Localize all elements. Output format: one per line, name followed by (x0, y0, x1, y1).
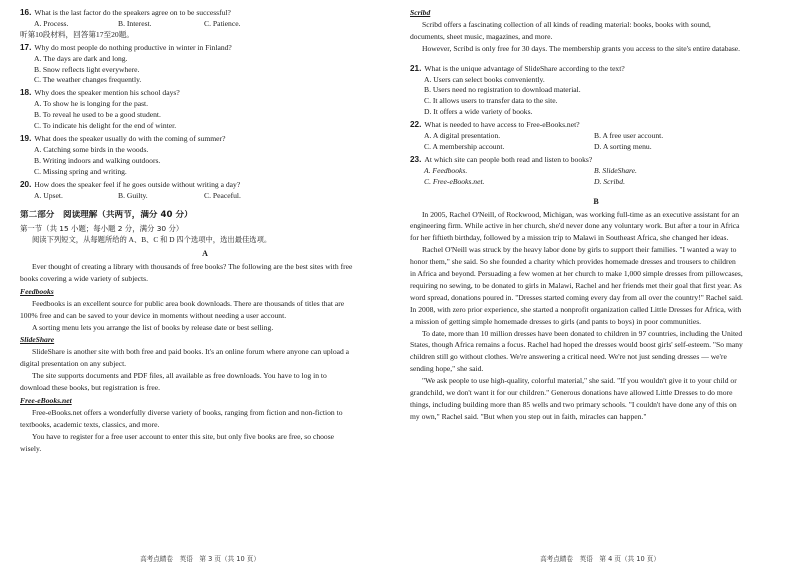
passage-text: You have to register for a free user account to enter this site, but only five books are free, so choose (32, 431, 335, 441)
question-22-options-row1 (410, 131, 782, 142)
passage-text: in Africa and beyond. Persuading a few women at her church to make 1,000 simple dresses from pillowcases, (410, 269, 743, 279)
site-title-scribd: Scribd (410, 8, 431, 17)
right-column (410, 6, 782, 424)
option: C. Patience. (204, 18, 241, 28)
passage-text: In 2008, with zero prior experience, she started a nonprofit organization called Little Dresses for Africa, with (410, 304, 742, 314)
passage-text: Free-eBooks.net offers a wonderfully diverse variety of books, ranging from fiction and non-fiction to (32, 407, 343, 417)
option: B. Interest. (118, 18, 152, 28)
passage-text: Rachel O'Neill was struck by the heavy labor done by girls to support their families. "I wanted a way to (422, 245, 737, 255)
passage-text: A sorting menu lets you arrange the list of books by release date or best selling. (32, 322, 274, 332)
question-text: Why do most people do nothing productive in winter in Finland? (34, 42, 232, 52)
question-text: How does the speaker feel if he goes outside without writing a day? (34, 179, 241, 189)
question-number: 16. (20, 8, 32, 17)
question-20 (20, 180, 390, 191)
passage-text: In 2005, Rachel O'Neill, of Rockwood, Michigan, was working full-time as an executive assistant for an (422, 209, 740, 219)
passage-text: documents, sheet music, magazines, and more. (410, 31, 553, 41)
passage-text: However, Scribd is only free for 30 days. The membership grants you access to the site's entire database. (422, 43, 741, 53)
question-22-options-row2 (410, 142, 782, 153)
option: B. Writing indoors and walking outdoors. (34, 155, 161, 165)
option: A. Users can select books conveniently. (424, 74, 545, 84)
option: B. A free user account. (594, 131, 664, 141)
site-title-slideshare: SlideShare (20, 335, 55, 345)
instructions: 阅读下列短文，从每题所给的 A、B、C 和 D 四个选项中，选出最佳选项。 (32, 235, 272, 245)
passage-text: Scribd offers a fascinating collection of all kinds of reading material: books, books with sound, (422, 19, 711, 29)
passage-text: word spread, donations poured in. "Dresses started coming every day from all over the country!" Rachel said. (410, 292, 743, 302)
question-text: What is needed to have access to Free-eBooks.net? (424, 120, 580, 130)
passage-text: engineering firm. While active in her church, she'd never done any voluntary work. But after a tour in Africa (410, 221, 740, 231)
option: D. Scribd. (594, 176, 626, 186)
option: B. SlideShare. (594, 165, 637, 175)
option: B. To reveal he used to be a good student. (34, 110, 161, 120)
option: D. It offers a wide variety of books. (424, 107, 533, 117)
passage-text: digital presentation on any subject. (20, 359, 127, 369)
question-20-options (20, 191, 390, 202)
option: C. Missing spring and writing. (34, 166, 127, 176)
option: B. Users need no registration to download material. (424, 85, 581, 95)
question-22 (410, 120, 782, 131)
passage-text: textbooks, academic texts, classics, and more. (20, 419, 160, 429)
part-heading: 第二部分 阅读理解（共两节，满分 40 分） (20, 210, 193, 221)
question-text: At which site can people both read and listen to books? (424, 154, 593, 164)
option: C. It allows users to transfer data to the site. (424, 96, 558, 106)
left-column (20, 6, 390, 456)
passage-text: To date, more than 10 million dresses have been donated to children in 97 countries, including the United (422, 328, 743, 338)
passage-text: The site supports documents and PDF files, all available as free downloads. You have to log in to (32, 371, 327, 381)
passage-text: books covering a wide variety of subjects. (20, 273, 149, 283)
page-footer: 高考点睛卷 英语 第 3 页（共 10 页） (140, 555, 260, 563)
option: A. To show he is longing for the past. (34, 99, 149, 109)
question-16-options (20, 19, 390, 30)
page-footer: 高考点睛卷 英语 第 4 页（共 10 页） (540, 555, 660, 563)
option: A. Upset. (34, 190, 63, 200)
option: A. The days are dark and long. (34, 53, 128, 63)
site-title-feedbooks: Feedbooks (20, 286, 54, 296)
passage-text: Ever thought of creating a library with thousands of free books? The following are the best sites with free (32, 262, 353, 272)
passage-text: requiring no sewing, to be donated to girls in Malawi, Rachel and her friends met their goal that first year. As (410, 280, 742, 290)
question-23 (410, 155, 782, 166)
passage-text: my own," Rachel said. "But when you step out in faith, miracles can happen." (410, 411, 647, 421)
question-text: What is the unique advantage of SlideShare according to the text? (424, 63, 625, 73)
question-number: 19. (20, 133, 32, 143)
question-16 (20, 8, 390, 19)
option: A. Process. (34, 18, 69, 28)
option: A. Feedbooks. (424, 165, 468, 175)
passage-text: download these books, but registration is free. (20, 383, 161, 393)
question-23-options-row2 (410, 177, 782, 188)
question-number: 21. (410, 63, 422, 73)
listening-note: 听第10段材料，回答第17至20题。 (20, 29, 134, 39)
passage-text: States, though Africa remains a focus. Rachel had hoped the dresses would boost girls' self-esteem. "So many (410, 340, 743, 350)
passage-text: honor them," she said. So she founded a charity which provides homemade dresses and trousers to children (410, 257, 736, 267)
question-number: 23. (410, 154, 422, 164)
passage-label: A (202, 249, 208, 259)
option: B. Snow reflects light everywhere. (34, 64, 140, 74)
option: C. The weather changes frequently. (34, 75, 142, 85)
passage-text: sending hope," she said. (410, 364, 484, 374)
question-text: What is the last factor do the speakers agree on to be successful? (34, 8, 231, 17)
passage-text: for her fiftieth birthday, followed by a mission trip to Malawi in Southeast Africa, she changed her ideas. (410, 233, 729, 243)
question-21 (410, 64, 782, 75)
option: A. Catching some birds in the woods. (34, 144, 149, 154)
question-number: 17. (20, 42, 32, 52)
question-number: 18. (20, 88, 32, 98)
question-18 (20, 88, 390, 99)
option: C. Free-eBooks.net. (424, 176, 485, 186)
question-23-options-row1 (410, 166, 782, 177)
passage-text: "We ask people to use high-quality, colorful material," she said. "If you wouldn't give it to your child or (422, 376, 737, 386)
option: C. Peaceful. (204, 190, 241, 200)
option: C. To indicate his delight for the end of winter. (34, 121, 177, 131)
passage-text: children still go without clothes. We're answering a critical need. We're not just sending dresses — we're (410, 352, 727, 362)
option: A. A digital presentation. (424, 131, 501, 141)
passage-text: SlideShare is another site with both free and paid books. It's an online forum where anyone can upload a (32, 347, 350, 357)
option: D. A sorting menu. (594, 141, 652, 151)
option: B. Guilty. (118, 190, 148, 200)
passage-text: 100% free and can be saved to your device in moments without needing a user account. (20, 310, 287, 320)
passage-text: things, including building more than 85 wells and two primary schools. "I couldn't have done any of this on (410, 400, 737, 409)
question-number: 22. (410, 120, 422, 130)
section-heading: 第一节（共 15 小题；每小题 2 分，满分 30 分） (20, 224, 184, 234)
option: C. A membership account. (424, 141, 505, 151)
passage-text: wisely. (20, 443, 42, 453)
question-text: What does the speaker usually do with the coming of summer? (34, 133, 226, 143)
passage-label: B (593, 196, 599, 206)
question-text: Why does the speaker mention his school days? (34, 88, 180, 98)
question-17 (20, 43, 390, 54)
passage-text: grandchild, we don't want it for our children." Generous donations have allowed Little Dresses to do more (410, 388, 733, 398)
passage-text: a mission of getting simple homemade dresses to girls (and pants to boys) in poor communities. (410, 316, 702, 326)
right-page (400, 0, 800, 566)
question-number: 20. (20, 179, 32, 189)
site-title-free-ebooks: Free-eBooks.net (20, 396, 72, 405)
passage-text: Feedbooks is an excellent source for public area book downloads. There are thousands of titles that are (32, 298, 345, 308)
question-19 (20, 134, 390, 145)
